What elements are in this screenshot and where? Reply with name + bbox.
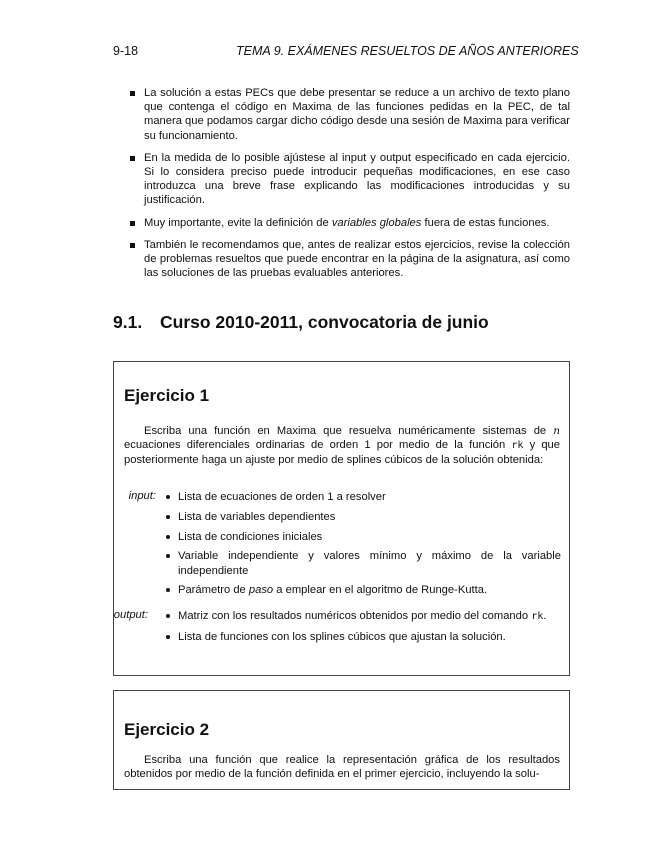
page-number: 9-18 bbox=[113, 44, 139, 58]
section-heading bbox=[113, 312, 489, 333]
list-item bbox=[165, 609, 561, 624]
bullet-dot-icon bbox=[166, 554, 170, 558]
exercise-1-title: Ejercicio 1 bbox=[124, 386, 210, 405]
bullet-text bbox=[144, 217, 550, 229]
statement-part: y que posteriormente haga un ajuste por medio de splines cúbicos de la solución obtenida: bbox=[124, 439, 560, 467]
bullet-item bbox=[130, 86, 570, 143]
exercise-1-box bbox=[113, 361, 570, 676]
bullet-dot-icon bbox=[166, 515, 170, 519]
list-item-text: . bbox=[543, 610, 547, 622]
statement-part: Escriba una función en Maxima que resuelva numéricamente sistemas de bbox=[144, 425, 554, 437]
emphasis-paso: paso bbox=[248, 584, 274, 597]
list-item-text: a emplear en el algoritmo de Runge-Kutta. bbox=[273, 584, 488, 597]
square-bullet-icon bbox=[130, 243, 135, 248]
exercise-2-title: Ejercicio 2 bbox=[124, 720, 210, 739]
list-item bbox=[165, 630, 561, 644]
statement-part: ecuaciones diferenciales ordinarias de orden 1 por medio de la función bbox=[124, 439, 512, 452]
output-label: output: bbox=[113, 609, 148, 621]
list-item bbox=[165, 583, 561, 597]
list-item-text: Matriz con los resultados numéricos obtenidos por medio del comando bbox=[178, 610, 532, 622]
list-item-text: Lista de condiciones iniciales bbox=[178, 530, 323, 543]
bullet-dot-icon bbox=[166, 635, 170, 639]
intro-bullet-list bbox=[130, 86, 570, 288]
bullet-item bbox=[130, 151, 570, 208]
square-bullet-icon bbox=[130, 91, 135, 96]
square-bullet-icon bbox=[130, 221, 135, 226]
input-list bbox=[165, 490, 561, 603]
bullet-dot-icon bbox=[166, 588, 170, 592]
square-bullet-icon bbox=[130, 156, 135, 161]
bullet-item bbox=[130, 238, 570, 281]
list-item-text: Variable independiente y valores mínimo y máximo de la variable independiente bbox=[178, 550, 561, 577]
section-title: Curso 2010-2011, convocatoria de junio bbox=[160, 312, 489, 332]
list-item bbox=[165, 530, 561, 544]
exercise-1-statement bbox=[124, 424, 560, 468]
output-list bbox=[165, 609, 561, 650]
bullet-text: En la medida de lo posible ajústese al input y output especificado en cada ejercicio. Si lo considera preciso puede introducir pequeñas modificaciones, en ese caso introduzca una breve frase explicando las modificaciones introducidas y su justificación. bbox=[144, 151, 570, 207]
bullet-text-part: fuera de estas funciones. bbox=[421, 216, 550, 229]
section-number: 9.1. bbox=[113, 312, 143, 332]
list-item-text: Lista de variables dependientes bbox=[178, 510, 336, 523]
bullet-text: La solución a estas PECs que debe presentar se reduce a un archivo de texto plano que contenga el código en Maxima de las funciones pedidas en la PEC, de tal manera que podamos cargar dicho código desde una sesión de Maxima para verificar su funcionamiento. bbox=[144, 87, 570, 142]
list-item-text: Parámetro de bbox=[178, 584, 249, 597]
input-label: input: bbox=[128, 490, 156, 502]
exercise-2-box bbox=[113, 690, 570, 790]
list-item-text: Lista de funciones con los splines cúbicos que ajustan la solución. bbox=[178, 630, 506, 643]
list-item-text: Lista de ecuaciones de orden 1 a resolver bbox=[178, 491, 386, 503]
bullet-dot-icon bbox=[166, 495, 170, 499]
math-variable-n: n bbox=[553, 425, 560, 437]
bullet-dot-icon bbox=[166, 535, 170, 539]
code-rk: rk bbox=[511, 440, 524, 452]
emphasis-variables-globales: variables globales bbox=[331, 216, 422, 229]
bullet-item bbox=[130, 216, 570, 230]
bullet-dot-icon bbox=[166, 614, 170, 618]
chapter-title: TEMA 9. EXÁMENES RESUELTOS DE AÑOS ANTERIORES bbox=[236, 44, 579, 58]
list-item bbox=[165, 549, 561, 577]
code-rk: rk bbox=[531, 611, 544, 622]
bullet-text-part: Muy importante, evite la definición de bbox=[144, 216, 332, 229]
list-item bbox=[165, 510, 561, 524]
exercise-2-statement: Escriba una función que realice la representación gráfica de los resultados obtenidos por medio de la función definida en el primer ejercicio, incluyendo la solu- bbox=[124, 754, 560, 781]
bullet-text: También le recomendamos que, antes de realizar estos ejercicios, revise la colección de problemas resueltos que puede encontrar en la página de la asignatura, así como las soluciones de las pruebas evaluables anteriores. bbox=[144, 238, 570, 280]
list-item bbox=[165, 490, 561, 504]
